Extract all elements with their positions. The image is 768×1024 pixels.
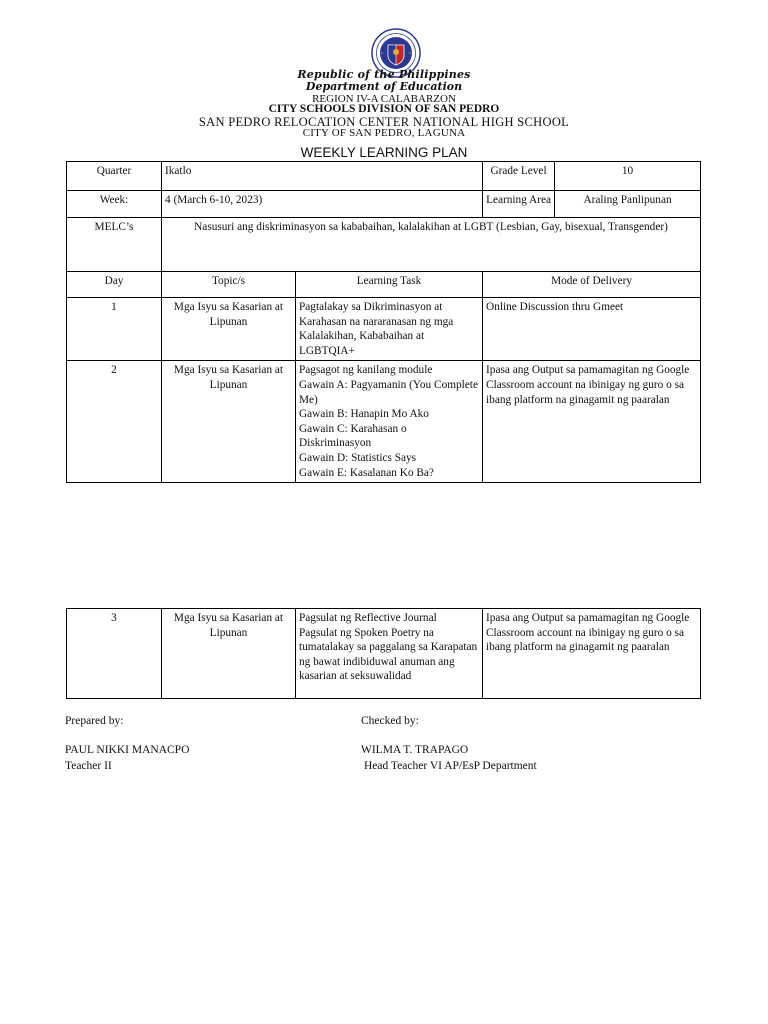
learning-area-label: Learning Area xyxy=(483,191,555,218)
task-line: Pagtalakay sa Dikriminasyon at Karahasan na nararanasan ng mga Kalalakihan, Kababaihan at LGBTQIA+ xyxy=(299,301,454,357)
learning-task-header: Learning Task xyxy=(296,272,483,298)
learning-task-cell xyxy=(296,298,483,361)
week-value: 4 (March 6-10, 2023) xyxy=(162,191,483,218)
learning-plan-table-continued xyxy=(66,608,701,699)
mode-of-delivery-header: Mode of Delivery xyxy=(483,272,701,298)
table-row xyxy=(67,361,701,483)
task-line: Pagsagot ng kanilang module xyxy=(299,364,433,377)
header-division: CITY SCHOOLS DIVISION OF SAN PEDRO xyxy=(268,103,500,115)
header-region: REGION IV-A CALABARZON xyxy=(312,93,456,105)
header-republic: Republic of the Philippines xyxy=(297,68,471,81)
topic-header: Topic/s xyxy=(162,272,296,298)
mode-of-delivery-cell: Ipasa ang Output sa pamamagitan ng Google Classroom account na ibinigay ng guro o sa ibang platform na ginagamit ng paaralan xyxy=(483,361,701,483)
prepared-by-label: Prepared by: xyxy=(65,715,124,727)
table-row xyxy=(67,609,701,699)
header-school: SAN PEDRO RELOCATION CENTER NATIONAL HIGH SCHOOL xyxy=(198,115,570,129)
task-line: Gawain C: Karahasan o Diskriminasyon xyxy=(299,422,407,450)
task-line: Pagsulat ng Reflective Journal xyxy=(299,612,437,624)
checked-by-title: Head Teacher VI AP/EsP Department xyxy=(364,760,537,772)
melc-row xyxy=(67,218,701,272)
task-line: Gawain B: Hanapin Mo Ako xyxy=(299,408,429,421)
quarter-row xyxy=(67,162,701,191)
header-department: Department of Education xyxy=(305,80,463,93)
melc-label: MELC’s xyxy=(67,218,162,272)
topic-cell: Mga Isyu sa Kasarian at Lipunan xyxy=(162,298,296,361)
topic-cell: Mga Isyu sa Kasarian at Lipunan xyxy=(162,361,296,483)
day-cell: 2 xyxy=(67,361,162,483)
header-city: CITY OF SAN PEDRO, LAGUNA xyxy=(302,127,466,139)
grade-level-value: 10 xyxy=(555,162,701,191)
document-title: WEEKLY LEARNING PLAN xyxy=(300,145,468,160)
learning-plan-table xyxy=(66,161,701,483)
task-line: Gawain E: Kasalanan Ko Ba? xyxy=(299,466,434,479)
task-line: Gawain A: Pagyamanin (You Complete Me) xyxy=(299,378,478,406)
topic-cell: Mga Isyu sa Kasarian at Lipunan xyxy=(162,609,296,699)
task-line: Pagsulat ng Spoken Poetry na tumatalakay sa paggalang sa Karapatan ng bawat indibiduwal anuman ang kasarian at seksuwalidad xyxy=(299,626,478,683)
melc-value: Nasusuri ang diskriminasyon sa kababaihan, kalalakihan at LGBT (Lesbian, Gay, bisexual, Transgender) xyxy=(162,218,701,272)
column-header-row xyxy=(67,272,701,298)
quarter-value: Ikatlo xyxy=(162,162,483,191)
learning-area-value: Araling Panlipunan xyxy=(555,191,701,218)
day-cell: 3 xyxy=(67,609,162,699)
day-header: Day xyxy=(67,272,162,298)
grade-level-label: Grade Level xyxy=(483,162,555,191)
table-row xyxy=(67,298,701,361)
checked-by-label: Checked by: xyxy=(361,715,419,727)
quarter-label: Quarter xyxy=(67,162,162,191)
mode-of-delivery-cell: Ipasa ang Output sa pamamagitan ng Google Classroom account na ibinigay ng guro o sa ibang platform na ginagamit ng paaralan xyxy=(483,609,701,699)
prepared-by-name: PAUL NIKKI MANACPO xyxy=(65,744,190,756)
week-label: Week: xyxy=(67,191,162,218)
day-cell: 1 xyxy=(67,298,162,361)
checked-by-name: WILMA T. TRAPAGO xyxy=(361,744,469,756)
week-row xyxy=(67,191,701,218)
prepared-by-title: Teacher II xyxy=(65,760,112,772)
task-line: Gawain D: Statistics Says xyxy=(299,451,417,464)
learning-task-cell xyxy=(296,609,483,699)
learning-task-cell xyxy=(296,361,483,483)
mode-of-delivery-cell: Online Discussion thru Gmeet xyxy=(483,298,701,361)
